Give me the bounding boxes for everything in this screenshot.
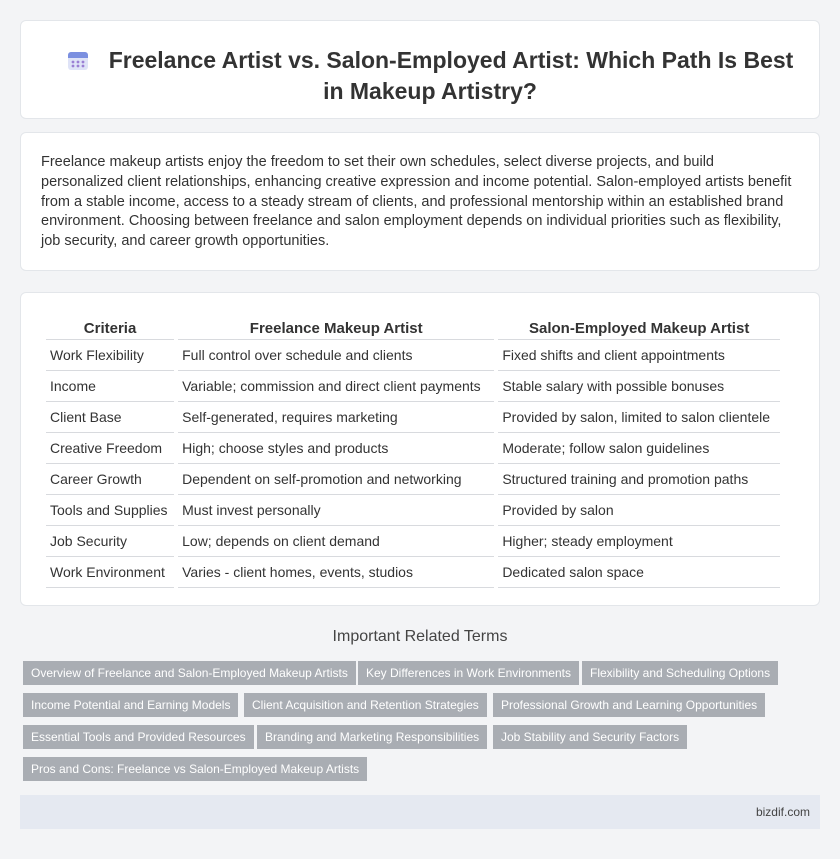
cell-criteria: Work Environment [46, 557, 174, 588]
comparison-card [20, 292, 820, 606]
cell-criteria: Job Security [46, 526, 174, 557]
cell-criteria: Tools and Supplies [46, 495, 174, 526]
table-row [46, 340, 780, 371]
related-terms-title: Important Related Terms [332, 628, 508, 645]
cell-salon: Moderate; follow salon guidelines [498, 433, 780, 464]
cell-freelance: Dependent on self-promotion and networking [178, 464, 494, 495]
cell-salon: Higher; steady employment [498, 526, 780, 557]
page-title-text: Freelance Artist vs. Salon-Employed Artist: Which Path Is Best in Makeup Artistry? [108, 47, 794, 104]
related-term-tag[interactable]: Pros and Cons: Freelance vs Salon-Employed Makeup Artists [23, 757, 367, 781]
cell-criteria: Creative Freedom [46, 433, 174, 464]
footer [20, 795, 820, 829]
related-term-tag[interactable]: Branding and Marketing Responsibilities [257, 725, 487, 749]
table-row [46, 526, 780, 557]
table-row [46, 402, 780, 433]
related-term-tag[interactable]: Flexibility and Scheduling Options [582, 661, 778, 685]
table-row [46, 433, 780, 464]
table-row [46, 464, 780, 495]
cell-salon: Provided by salon, limited to salon clientele [498, 402, 780, 433]
page-title [61, 45, 799, 107]
cell-freelance: Self-generated, requires marketing [178, 402, 494, 433]
cell-criteria: Career Growth [46, 464, 174, 495]
cell-salon: Fixed shifts and client appointments [498, 340, 780, 371]
table-row [46, 371, 780, 402]
related-term-tag[interactable]: Overview of Freelance and Salon-Employed Makeup Artists [23, 661, 356, 685]
cell-freelance: Varies - client homes, events, studios [178, 557, 494, 588]
cell-criteria: Income [46, 371, 174, 402]
table-row [46, 495, 780, 526]
related-term-tag[interactable]: Income Potential and Earning Models [23, 693, 238, 717]
table-row [46, 557, 780, 588]
cell-criteria: Client Base [46, 402, 174, 433]
title-wrap [61, 45, 799, 107]
comparison-table [42, 314, 784, 588]
header-card [20, 20, 820, 119]
calendar-icon [67, 48, 89, 70]
cell-criteria: Work Flexibility [46, 340, 174, 371]
footer-site[interactable]: bizdif.com [755, 805, 810, 819]
header-criteria: Criteria [46, 314, 174, 340]
cell-freelance: Full control over schedule and clients [178, 340, 494, 371]
cell-salon: Stable salary with possible bonuses [498, 371, 780, 402]
cell-freelance: Low; depends on client demand [178, 526, 494, 557]
related-term-tag[interactable]: Key Differences in Work Environments [358, 661, 579, 685]
cell-freelance: High; choose styles and products [178, 433, 494, 464]
intro-text: Freelance makeup artists enjoy the freedom to set their own schedules, select diverse projects, and build personalized client relationships, enhancing creative expression and income potential. Salon-employed artists benefit from a stable income, access to a steady stream of clients, and professional mentorship within an established brand environment. Choosing between freelance and salon employment depends on individual priorities such as flexibility, job security, and career growth opportunities. [41, 154, 792, 250]
related-term-tag[interactable]: Client Acquisition and Retention Strategies [244, 693, 487, 717]
cell-freelance: Variable; commission and direct client payments [178, 371, 494, 402]
cell-salon: Dedicated salon space [498, 557, 780, 588]
related-term-tag[interactable]: Job Stability and Security Factors [493, 725, 687, 749]
intro-card [20, 132, 820, 271]
cell-salon: Structured training and promotion paths [498, 464, 780, 495]
cell-freelance: Must invest personally [178, 495, 494, 526]
related-term-tag[interactable]: Essential Tools and Provided Resources [23, 725, 254, 749]
table-header-row [46, 314, 780, 340]
cell-salon: Provided by salon [498, 495, 780, 526]
header-salon: Salon-Employed Makeup Artist [498, 314, 780, 340]
related-term-tag[interactable]: Professional Growth and Learning Opportunities [493, 693, 765, 717]
header-freelance: Freelance Makeup Artist [178, 314, 494, 340]
